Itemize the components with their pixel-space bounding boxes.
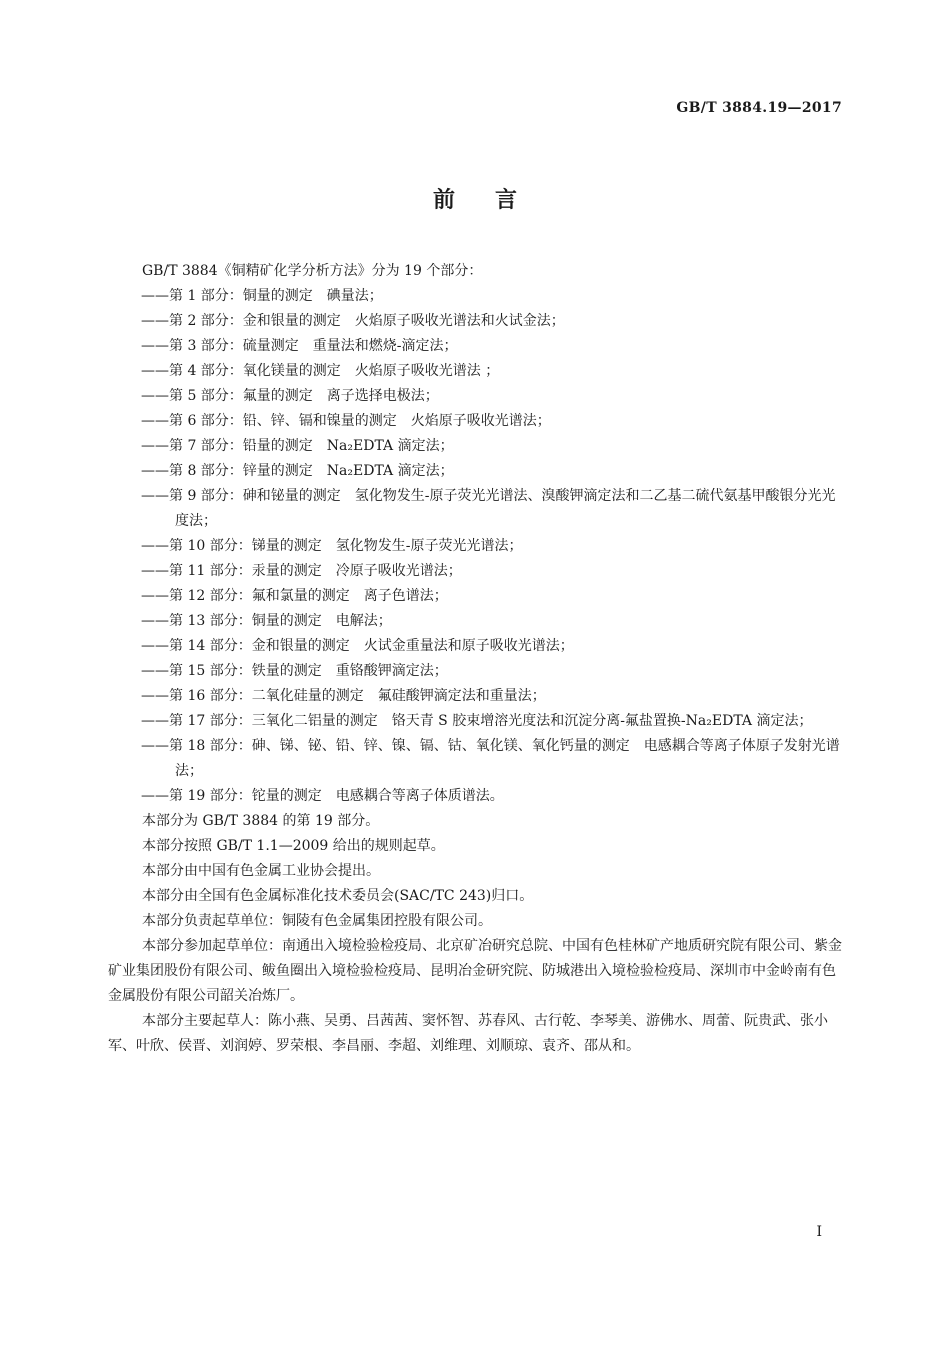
part-item: ——第 19 部分：铊量的测定 电感耦合等离子体质谱法。	[141, 788, 504, 804]
part-item: ——第 16 部分：二氧化硅量的测定 氟硅酸钾滴定法和重量法；	[141, 688, 546, 704]
paragraph: 本部分由中国有色金属工业协会提出。	[142, 863, 380, 879]
part-item: ——第 6 部分：铅、锌、镉和镍量的测定 火焰原子吸收光谱法；	[141, 413, 551, 429]
page-number: I	[816, 1224, 822, 1240]
part-item: ——第 11 部分：汞量的测定 冷原子吸收光谱法；	[141, 563, 462, 579]
part-item: ——第 5 部分：氟量的测定 离子选择电极法；	[141, 388, 439, 404]
part-item: ——第 12 部分：氟和氯量的测定 离子色谱法；	[141, 588, 448, 604]
part-item: ——第 8 部分：锌量的测定 Na₂EDTA 滴定法；	[141, 463, 454, 479]
part-item: ——第 2 部分：金和银量的测定 火焰原子吸收光谱法和火试金法；	[141, 313, 565, 329]
intro-text: GB/T 3884《铜精矿化学分析方法》分为 19 个部分：	[142, 263, 483, 279]
paragraph: 本部分负责起草单位：铜陵有色金属集团控股有限公司。	[142, 913, 492, 929]
standard-code: GB/T 3884.19—2017	[676, 100, 842, 116]
part-item: ——第 13 部分：铜量的测定 电解法；	[141, 613, 392, 629]
parts-list	[108, 284, 844, 809]
part-item: ——第 9 部分：砷和铋量的测定 氢化物发生-原子荧光光谱法、溴酸钾滴定法和二乙基二硫代氨基甲酸银分光光度法；	[141, 488, 836, 529]
part-item: ——第 14 部分：金和银量的测定 火试金重量法和原子吸收光谱法；	[141, 638, 574, 654]
paragraph: 本部分按照 GB/T 1.1—2009 给出的规则起草。	[142, 838, 445, 854]
part-item: ——第 17 部分：三氧化二铝量的测定 铬天青 S 胶束增溶光度法和沉淀分离-氟盐置换-Na₂EDTA 滴定法；	[141, 713, 813, 729]
part-item: ——第 1 部分：铜量的测定 碘量法；	[141, 288, 383, 304]
page-title: 前言	[432, 188, 557, 213]
paragraph: 本部分参加起草单位：南通出入境检验检疫局、北京矿冶研究总院、中国有色桂林矿产地质研究院有限公司、紫金矿业集团股份有限公司、鲅鱼圈出入境检验检疫局、昆明冶金研究院、防城港出入境检验检疫局、深圳市中金岭南有色金属股份有限公司韶关冶炼厂。	[108, 938, 842, 1004]
part-item: ——第 7 部分：铅量的测定 Na₂EDTA 滴定法；	[141, 438, 454, 454]
part-item: ——第 15 部分：铁量的测定 重铬酸钾滴定法；	[141, 663, 448, 679]
paragraph: 本部分为 GB/T 3884 的第 19 部分。	[142, 813, 380, 829]
part-item: ——第 18 部分：砷、锑、铋、铅、锌、镍、镉、钴、氧化镁、氧化钙量的测定 电感耦合等离子体原子发射光谱法；	[141, 738, 840, 779]
part-item: ——第 4 部分：氧化镁量的测定 火焰原子吸收光谱法 ；	[141, 363, 500, 379]
part-item: ——第 3 部分：硫量测定 重量法和燃烧-滴定法；	[141, 338, 458, 354]
part-item: ——第 10 部分：锑量的测定 氢化物发生-原子荧光光谱法；	[141, 538, 523, 554]
paragraph: 本部分主要起草人：陈小燕、吴勇、吕茜茜、窦怀智、苏春风、古行乾、李琴美、游佛水、周蕾、阮贵武、张小军、叶欣、侯晋、刘润婷、罗荣根、李昌丽、李超、刘维理、刘顺琼、袁齐、邵从和。	[108, 1013, 828, 1054]
paragraph: 本部分由全国有色金属标准化技术委员会(SAC/TC 243)归口。	[142, 888, 534, 904]
foreword-body	[108, 259, 844, 1059]
